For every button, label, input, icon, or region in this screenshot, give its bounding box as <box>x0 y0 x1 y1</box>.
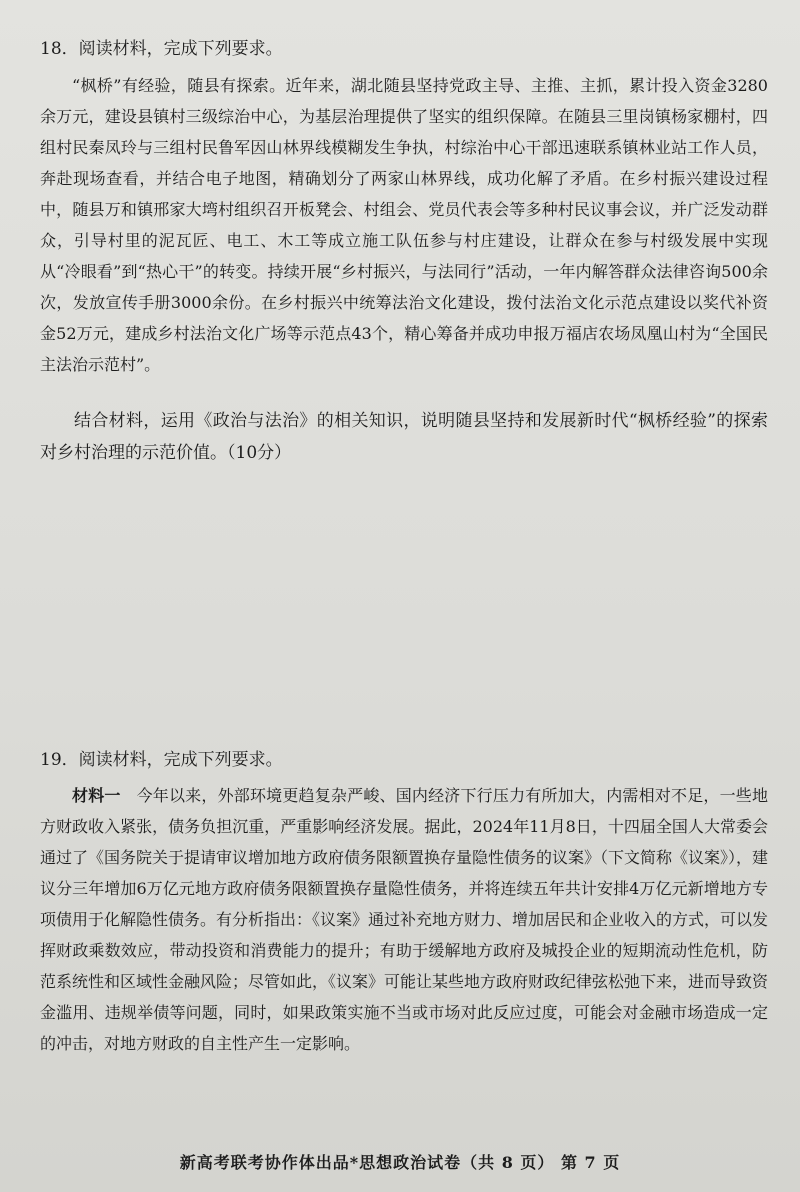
question-19-material-text: 今年以来，外部环境更趋复杂严峻、国内经济下行压力有所加大，内需相对不足，一些地方财政收入紧张，债务负担沉重，严重影响经济发展。据此，2024年11月8日，十四届全国人大常委会通过了《国务院关于提请审议增加地方政府债务限额置换存量隐性债务的议案》（下文简称《议案》），建议分三年增加6万亿元地方政府债务限额置换存量隐性债务，并将连续五年共计安排4万亿元新增地方专项债用于化解隐性债务。有分析指出：《议案》通过补充地方财力、增加居民和企业收入的方式，可以发挥财政乘数效应，带动投资和消费能力的提升；有助于缓解地方政府及城投企业的短期流动性危机，防范系统性和区域性金融风险；尽管如此，《议案》可能让某些地方政府财政纪律弦松弛下来，进而导致资金滥用、违规举债等问题，同时，如果政策实施不当或市场对此反应过度，可能会对金融市场造成一定的冲击，对地方财政的自主性产生一定影响。 <box>40 786 769 1053</box>
question-19-material-block <box>40 780 768 1059</box>
question-18-task: 结合材料，运用《政治与法治》的相关知识，说明随县坚持和发展新时代“枫桥经验”的探索对乡村治理的示范价值。（10分） <box>40 411 768 463</box>
page-footer: 新高考联考协作体出品*思想政治试卷（共 8 页） 第 7 页 <box>179 1153 621 1172</box>
question-18-material: “枫桥”有经验，随县有探索。近年来，湖北随县坚持党政主导、主推、主抓，累计投入资金3280余万元，建设县镇村三级综治中心，为基层治理提供了坚实的组织保障。在随县三里岗镇杨家棚村，四组村民秦凤玲与三组村民鲁军因山林界线模糊发生争执，村综治中心干部迅速联系镇林业站工作人员，奔赴现场查看，并结合电子地图，精确划分了两家山林界线，成功化解了矛盾。在乡村振兴建设过程中，随县万和镇邢家大塆村组织召开板凳会、村组会、党员代表会等多种村民议事会议，并广泛发动群众，引导村里的泥瓦匠、电工、木工等成立施工队伍参与村庄建设，让群众在参与村级发展中实现从“冷眼看”到“热心干”的转变。持续开展“乡村振兴，与法同行”活动，一年内解答群众法律咨询500余次，发放宣传手册3000余份。在乡村振兴中统筹法治文化建设，拨付法治文化示范点建设以奖代补资金52万元，建成乡村法治文化广场等示范点43个，精心筹备并成功申报万福店农场凤凰山村为“全国民主法治示范村”。 <box>40 76 768 374</box>
question-18-heading: 18．阅读材料，完成下列要求。 <box>40 39 283 59</box>
question-19-heading: 19．阅读材料，完成下列要求。 <box>40 750 283 770</box>
material-label: 材料一 <box>72 786 121 805</box>
